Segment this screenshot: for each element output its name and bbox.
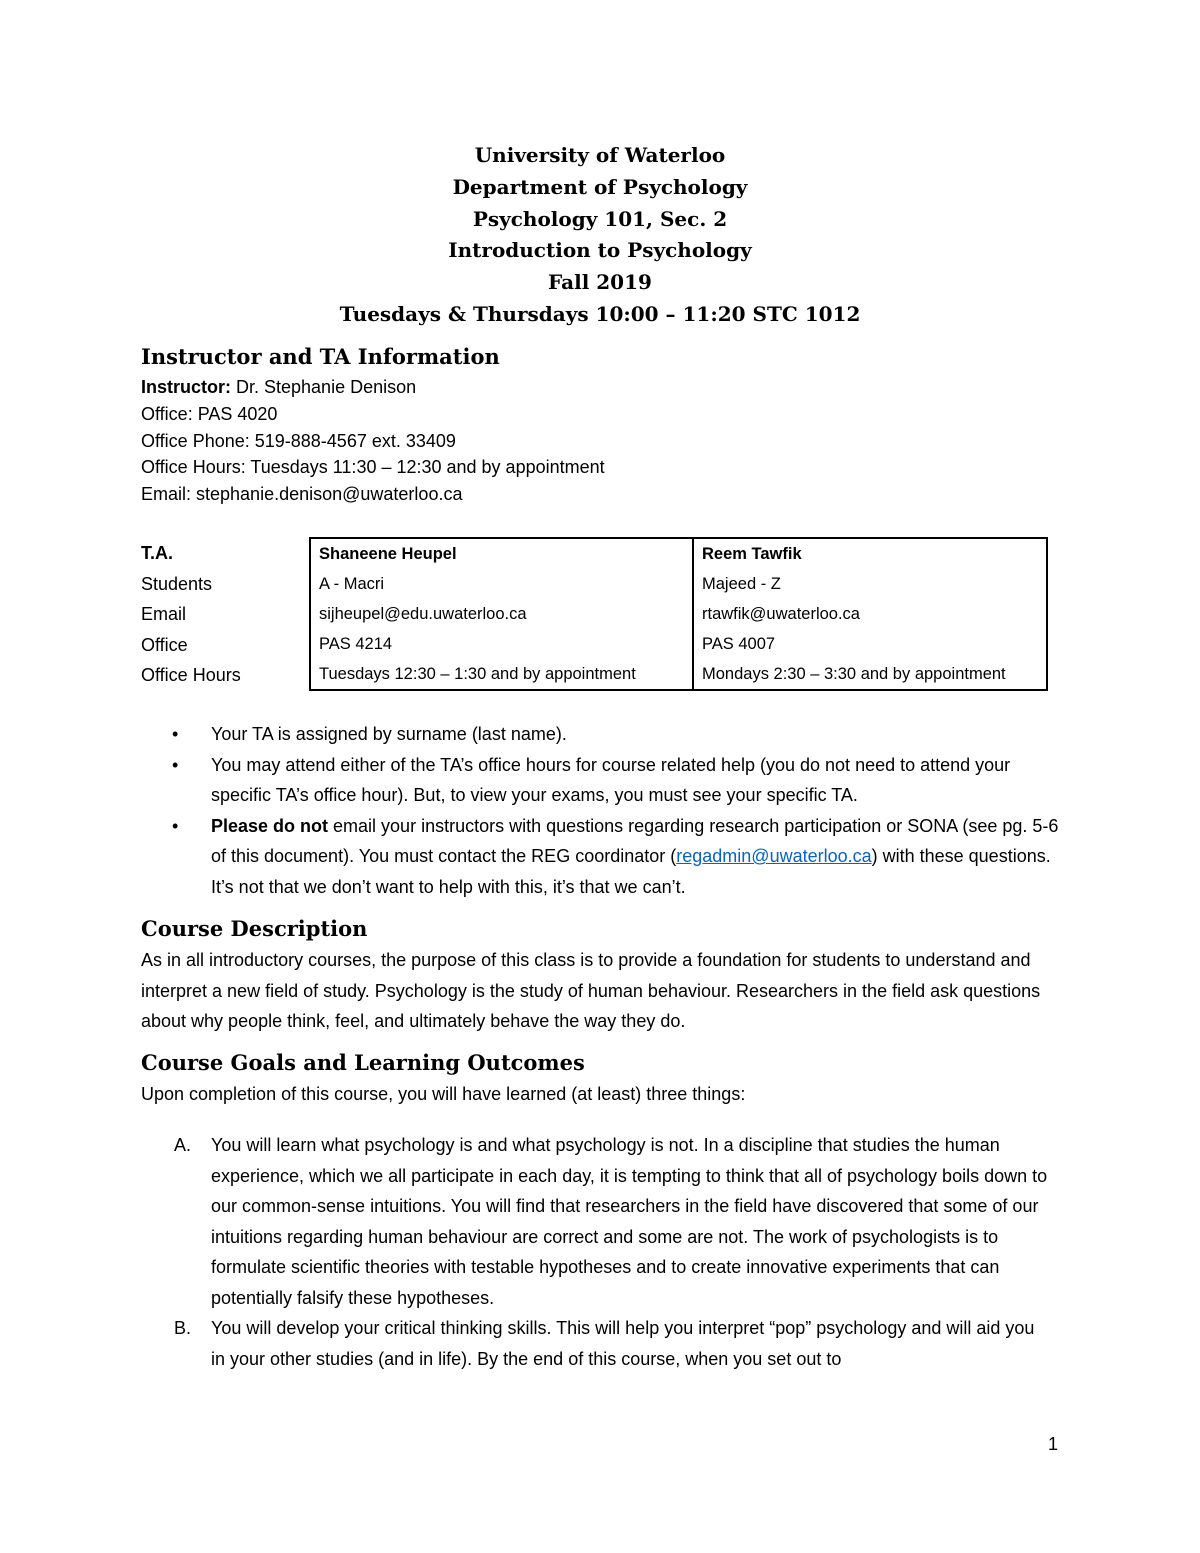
course-header (0, 140, 1200, 331)
bullet-icon: • (172, 724, 179, 744)
department-name: Department of Psychology (452, 174, 748, 199)
page-number: 1 (1048, 1434, 1059, 1454)
ta-hours-2: Mondays 2:30 – 3:30 and by appointment (702, 665, 1006, 683)
instructor-hours: Office Hours: Tuesdays 11:30 – 12:30 and by appointment (141, 457, 605, 477)
table-row (310, 538, 1047, 569)
list-item (141, 1130, 1051, 1313)
students-label: Students (141, 573, 213, 594)
ta-office-2: PAS 4007 (702, 635, 776, 653)
bullet-text-3b: ) with these questions. It’s not that we don’t want to help with this, it’s that we can’t. (211, 846, 1051, 897)
goal-marker-a: A. (174, 1135, 192, 1155)
ta-students-1: A - Macri (310, 569, 693, 599)
goals-list (141, 1130, 1051, 1374)
instructor-heading: Instructor and TA Information (141, 344, 500, 369)
bullet-bold: Please do not (211, 815, 329, 836)
email-label: Email (141, 604, 187, 624)
course-schedule: Tuesdays & Thursdays 10:00 – 11:20 STC 1012 (339, 301, 861, 326)
goals-intro: Upon completion of this course, you will have learned (at least) three things: (141, 1084, 746, 1104)
ta-name-1: Shaneene Heupel (310, 538, 693, 569)
university-name: University of Waterloo (474, 143, 726, 167)
office-hours-label: Office Hours (141, 665, 241, 685)
ta-email-2: rtawfik@uwaterloo.ca (702, 605, 860, 623)
goal-marker-b: B. (174, 1318, 192, 1338)
goal-text-a: You will learn what psychology is and what psychology is not. In a discipline that studies the human experience, which we all participate in each day, it is tempting to think that all of psychology boils down to our common-sense intuitions. You will find that researchers in the field have discovered that some of our intuitions regarding human behaviour are correct and some are not. The work of psychologists is to formulate scientific theories with testable hypotheses and to create innovative experiments that can potentially falsify these hypotheses. (211, 1135, 1048, 1308)
table-row (310, 569, 1047, 599)
list-item (141, 719, 1071, 750)
bullet-icon: • (172, 815, 179, 836)
instructor-value: Dr. Stephanie Denison (231, 377, 417, 397)
ta-name-2: Reem Tawfik (702, 545, 802, 563)
table-row (310, 599, 1047, 629)
bullet-text-1: Your TA is assigned by surname (last name). (211, 724, 567, 744)
course-title: Introduction to Psychology (448, 238, 752, 263)
bullet-icon: • (172, 754, 179, 775)
goal-text-b: You will develop your critical thinking skills. This will help you interpret “pop” psychology and will aid you in your other studies (and in life). By the end of this course, when you set out to (211, 1318, 1035, 1369)
description-text: As in all introductory courses, the purpose of this class is to provide a foundation for students to understand and interpret a new field of study. Psychology is the study of human behaviour. Researchers in the field ask questions about why people think, feel, and ultimately behave the way they do. (141, 950, 1041, 1031)
ta-table (309, 537, 1048, 691)
table-row (310, 659, 1047, 690)
ta-notes-list (141, 719, 1071, 902)
instructor-office: Office: PAS 4020 (141, 404, 278, 424)
bullet-text-2: You may attend either of the TA’s office hours for course related help (you do not need to attend your specific TA’s office hour). But, to view your exams, you must see your specific TA. (211, 754, 1011, 805)
instructor-phone: Office Phone: 519-888-4567 ext. 33409 (141, 431, 456, 451)
ta-hours-1: Tuesdays 12:30 – 1:30 and by appointment (310, 659, 693, 690)
ta-row-labels (141, 538, 241, 691)
ta-email-1: sijheupel@edu.uwaterloo.ca (310, 599, 693, 629)
description-heading: Course Description (141, 916, 368, 941)
office-label: Office (141, 634, 188, 655)
instructor-label: Instructor: (141, 377, 231, 397)
bullet-text-3a: email your instructors with questions regarding research participation or SONA (see pg. 5-6 of this document). You must contact the REG coordinator ( (211, 815, 1059, 866)
list-item (141, 750, 1071, 811)
course-code: Psychology 101, Sec. 2 (472, 206, 728, 231)
list-item (141, 811, 1071, 903)
goals-heading: Course Goals and Learning Outcomes (141, 1050, 585, 1075)
reg-email-link[interactable]: regadmin@uwaterloo.ca (676, 846, 872, 866)
table-row (310, 629, 1047, 659)
list-item (141, 1313, 1051, 1374)
instructor-email: Email: stephanie.denison@uwaterloo.ca (141, 484, 463, 504)
ta-label: T.A. (141, 543, 174, 563)
ta-office-1: PAS 4214 (310, 629, 693, 659)
course-term: Fall 2019 (548, 270, 652, 295)
instructor-name (141, 377, 416, 398)
ta-students-2: Majeed - Z (702, 575, 781, 593)
